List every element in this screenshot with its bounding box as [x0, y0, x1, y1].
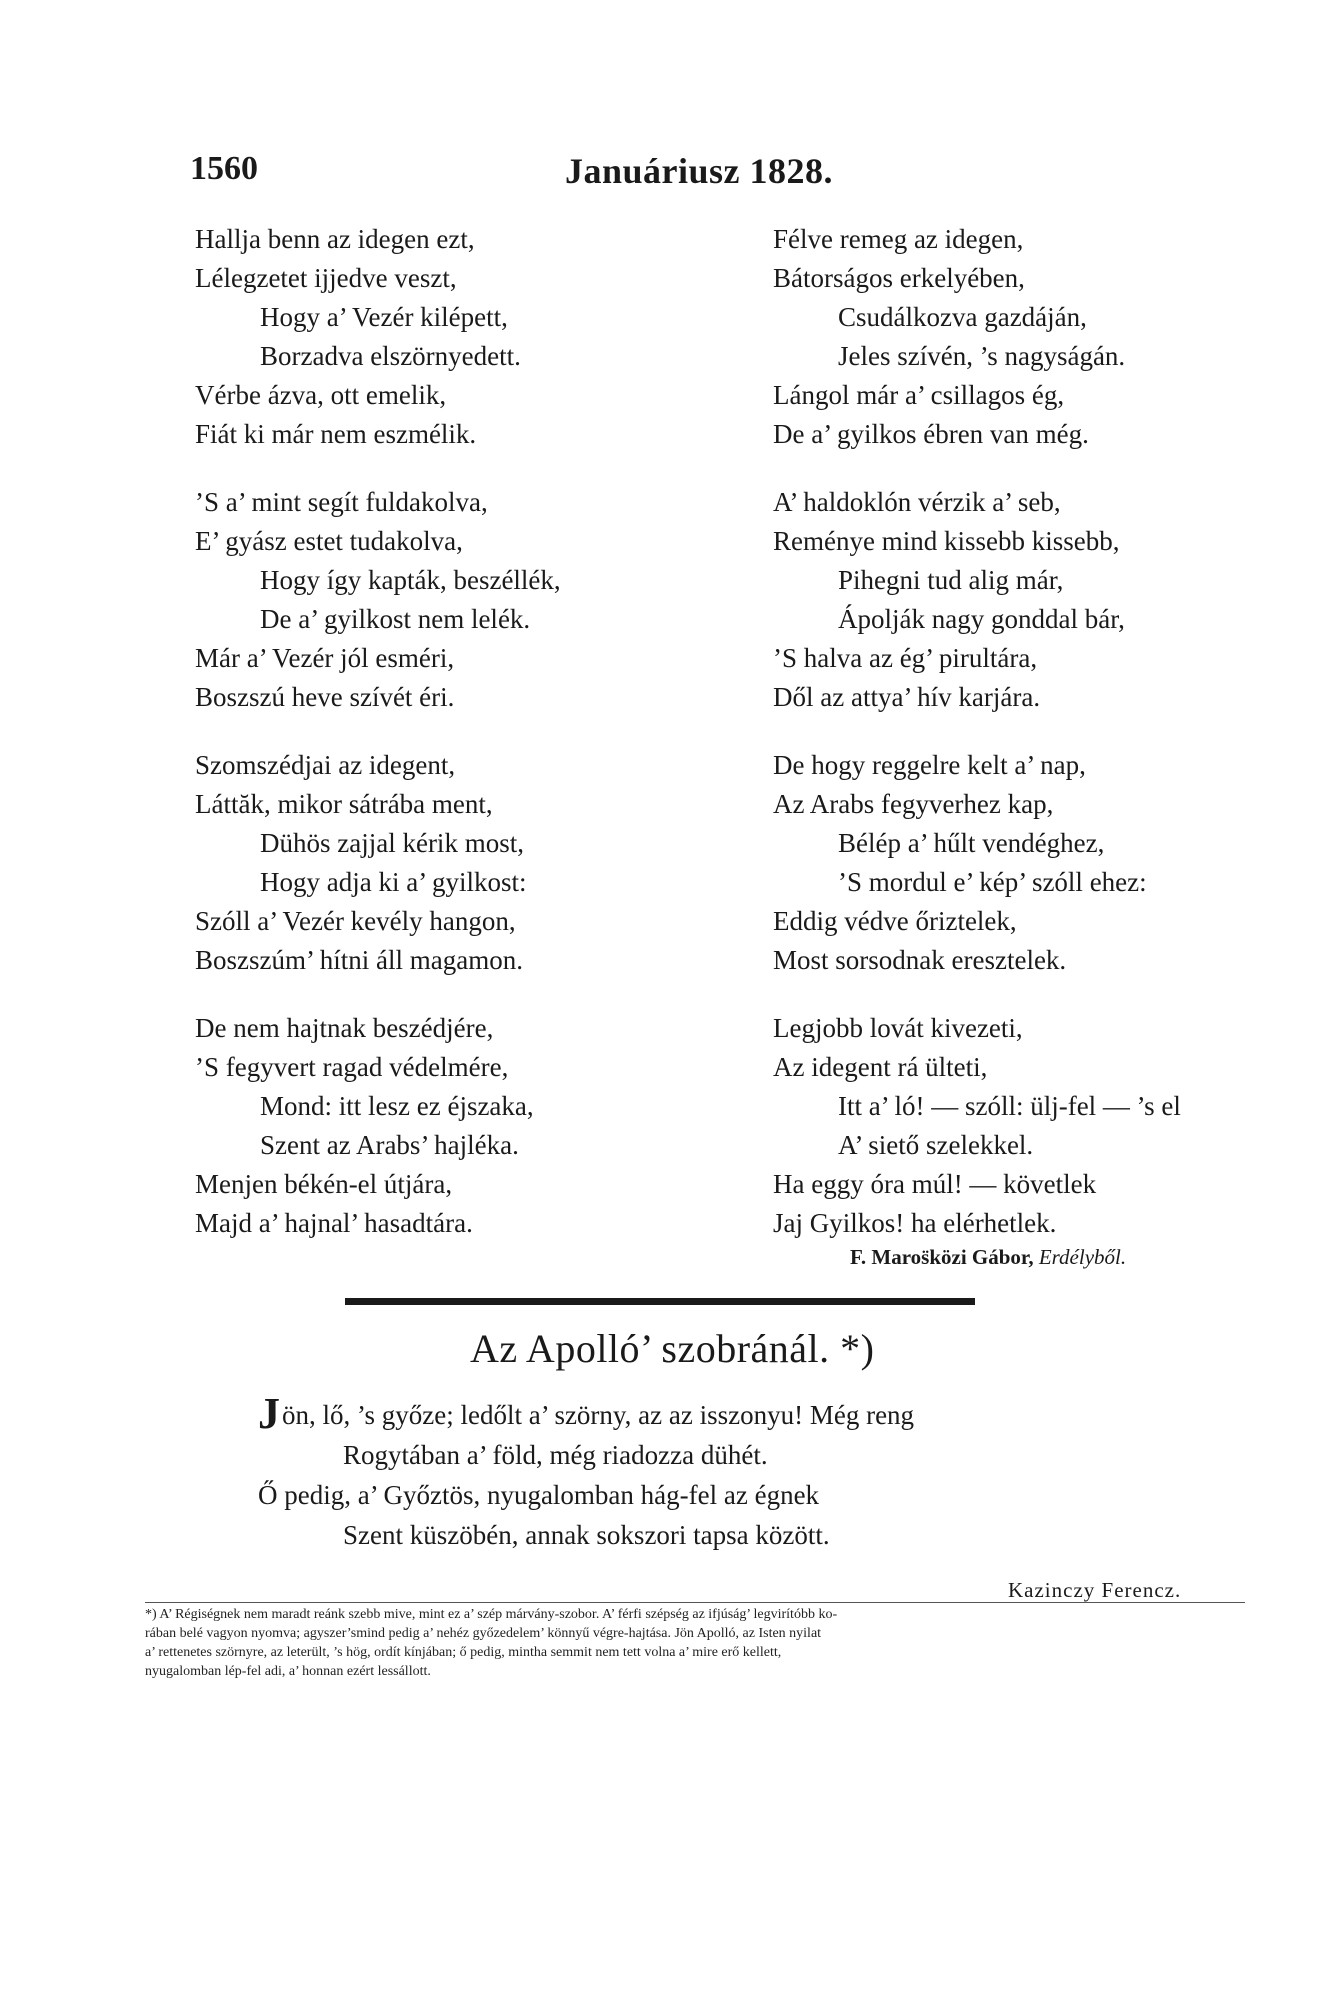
verse-line: Szomszédjai az idegent, — [195, 750, 456, 780]
verse-line: Bátorságos erkelyében, — [773, 263, 1025, 293]
verse-line: E’ gyász estet tudakolva, — [195, 526, 463, 556]
verse-line: Legjobb lovát kivezeti, — [773, 1013, 1023, 1043]
poem2-line-text: ön, lő, ’s győze; ledőlt a’ szörny, az az isszonyu! Még reng — [282, 1400, 915, 1430]
verse-line: Boszszúm’ hítni áll magamon. — [195, 945, 523, 975]
verse-line: ’S halva az ég’ pirultára, — [773, 643, 1038, 673]
page-header — [190, 150, 1250, 200]
poem2-signature: Kazinczy Ferencz. — [1008, 1578, 1182, 1602]
footnote-line: rában belé vagyon nyomva; agyszer’smind pedig a’ nehéz győzedelem’ könnyű végre-hajtása. Jön Apolló, az Isten nyilat — [145, 1626, 822, 1641]
verse-line: Már a’ Vezér jól esméri, — [195, 643, 455, 673]
poem2-line: Ő pedig, a’ Győztös, nyugalomban hág-fel az égnek — [258, 1480, 820, 1510]
verse-line: Bélép a’ hűlt vendéghez, — [838, 828, 1105, 858]
verse-line: Hogy így kapták, beszéllék, — [260, 565, 561, 595]
verse-line: ’S fegyvert ragad védelmére, — [195, 1052, 509, 1082]
verse-line: A’ siető szelekkel. — [838, 1130, 1034, 1160]
poem1-author: F. Maros̈közi Gábor, — [850, 1245, 1034, 1269]
stanza — [195, 220, 755, 454]
footnote-line: nyugalomban lép-fel adi, a’ honnan ezért lessállott. — [145, 1664, 431, 1679]
stanza — [773, 1009, 1273, 1243]
verse-line: Pihegni tud alig már, — [838, 565, 1064, 595]
verse-line: Itt a’ ló! — szóll: ülj-fel — ’s el — [838, 1091, 1181, 1121]
running-title: Januáriusz 1828. — [565, 151, 834, 191]
footnote-line: a’ rettenetes szörnyre, az leterült, ’s hög, ordít kínjában; ő pedig, mintha semmit nem tett volna a’ mire erő kellett, — [145, 1645, 782, 1660]
poem2-title: Az Apolló’ szobránál. *) — [470, 1326, 875, 1371]
verse-line: Félve remeg az idegen, — [773, 224, 1024, 254]
verse-line: Hallja benn az idegen ezt, — [195, 224, 475, 254]
poem1-right-column — [773, 220, 1273, 1272]
verse-line: Eddig védve őriztelek, — [773, 906, 1017, 936]
verse-line: Az Arabs fegyverhez kap, — [773, 789, 1054, 819]
stanza — [773, 483, 1273, 717]
verse-line: Jaj Gyilkos! ha elérhetlek. — [773, 1208, 1057, 1238]
stanza — [195, 1009, 755, 1243]
poem1-left-column — [195, 220, 755, 1272]
verse-line: Lángol már a’ csillagos ég, — [773, 380, 1065, 410]
verse-line: Mond: itt lesz ez éjszaka, — [260, 1091, 534, 1121]
poem2-line: Szent küszöbén, annak sokszori tapsa között. — [343, 1520, 830, 1550]
page-number: 1560 — [190, 150, 258, 187]
verse-line: Boszszú heve szívét éri. — [195, 682, 455, 712]
poem2-line: Rogytában a’ föld, még riadozza dühét. — [343, 1440, 768, 1470]
poem1-signature — [850, 1245, 1126, 1270]
verse-line: Fiát ki már nem eszmélik. — [195, 419, 477, 449]
poem1-place: Erdélyből. — [1038, 1245, 1127, 1269]
stanza — [195, 483, 755, 717]
footnote-line: *) A’ Régiségnek nem maradt reánk szebb mive, mint ez a’ szép márvány-szobor. A’ férfi szépség az ifjúság’ legvirítóbb ko- — [145, 1607, 838, 1622]
verse-line: Borzadva elszörnyedett. — [260, 341, 521, 371]
verse-line: Hogy a’ Vezér kilépett, — [260, 302, 508, 332]
verse-line: Lélegzetet ijjedve veszt, — [195, 263, 457, 293]
section-divider — [345, 1298, 975, 1305]
verse-line: De nem hajtnak beszédjére, — [195, 1013, 494, 1043]
verse-line: De a’ gyilkost nem lelék. — [260, 604, 531, 634]
verse-line: Szent az Arabs’ hajléka. — [260, 1130, 519, 1160]
stanza — [773, 746, 1273, 980]
poem2-body — [258, 1389, 1258, 1555]
verse-line: Jeles szívén, ’s nagyságán. — [838, 341, 1126, 371]
verse-line: A’ haldoklón vérzik a’ seb, — [773, 487, 1061, 517]
verse-line: ’S a’ mint segít fuldakolva, — [195, 487, 488, 517]
stanza — [195, 746, 755, 980]
verse-line: Dühös zajjal kérik most, — [260, 828, 524, 858]
verse-line: Láttăk, mikor sátrába ment, — [195, 789, 493, 819]
footnote-rule — [145, 1602, 1245, 1603]
verse-line: Csudálkozva gazdáján, — [838, 302, 1087, 332]
poem2-line — [258, 1389, 1258, 1438]
verse-line: Dől az attya’ hív karjára. — [773, 682, 1041, 712]
stanza — [773, 220, 1273, 454]
verse-line: Vérbe ázva, ott emelik, — [195, 380, 447, 410]
footnote — [145, 1605, 1255, 1681]
verse-line: Most sorsodnak eresztelek. — [773, 945, 1067, 975]
drop-initial: J — [258, 1389, 280, 1438]
verse-line: Az idegent rá ülteti, — [773, 1052, 988, 1082]
verse-line: Hogy adja ki a’ gyilkost: — [260, 867, 527, 897]
verse-line: Szóll a’ Vezér kevély hangon, — [195, 906, 516, 936]
verse-line: Reménye mind kissebb kissebb, — [773, 526, 1120, 556]
verse-line: ’S mordul e’ kép’ szóll ehez: — [838, 867, 1147, 897]
verse-line: De hogy reggelre kelt a’ nap, — [773, 750, 1086, 780]
verse-line: De a’ gyilkos ébren van még. — [773, 419, 1089, 449]
verse-line: Ha eggy óra múl! — követlek — [773, 1169, 1097, 1199]
verse-line: Majd a’ hajnal’ hasadtára. — [195, 1208, 473, 1238]
verse-line: Menjen békén-el útjára, — [195, 1169, 453, 1199]
verse-line: Ápolják nagy gonddal bár, — [838, 604, 1125, 634]
